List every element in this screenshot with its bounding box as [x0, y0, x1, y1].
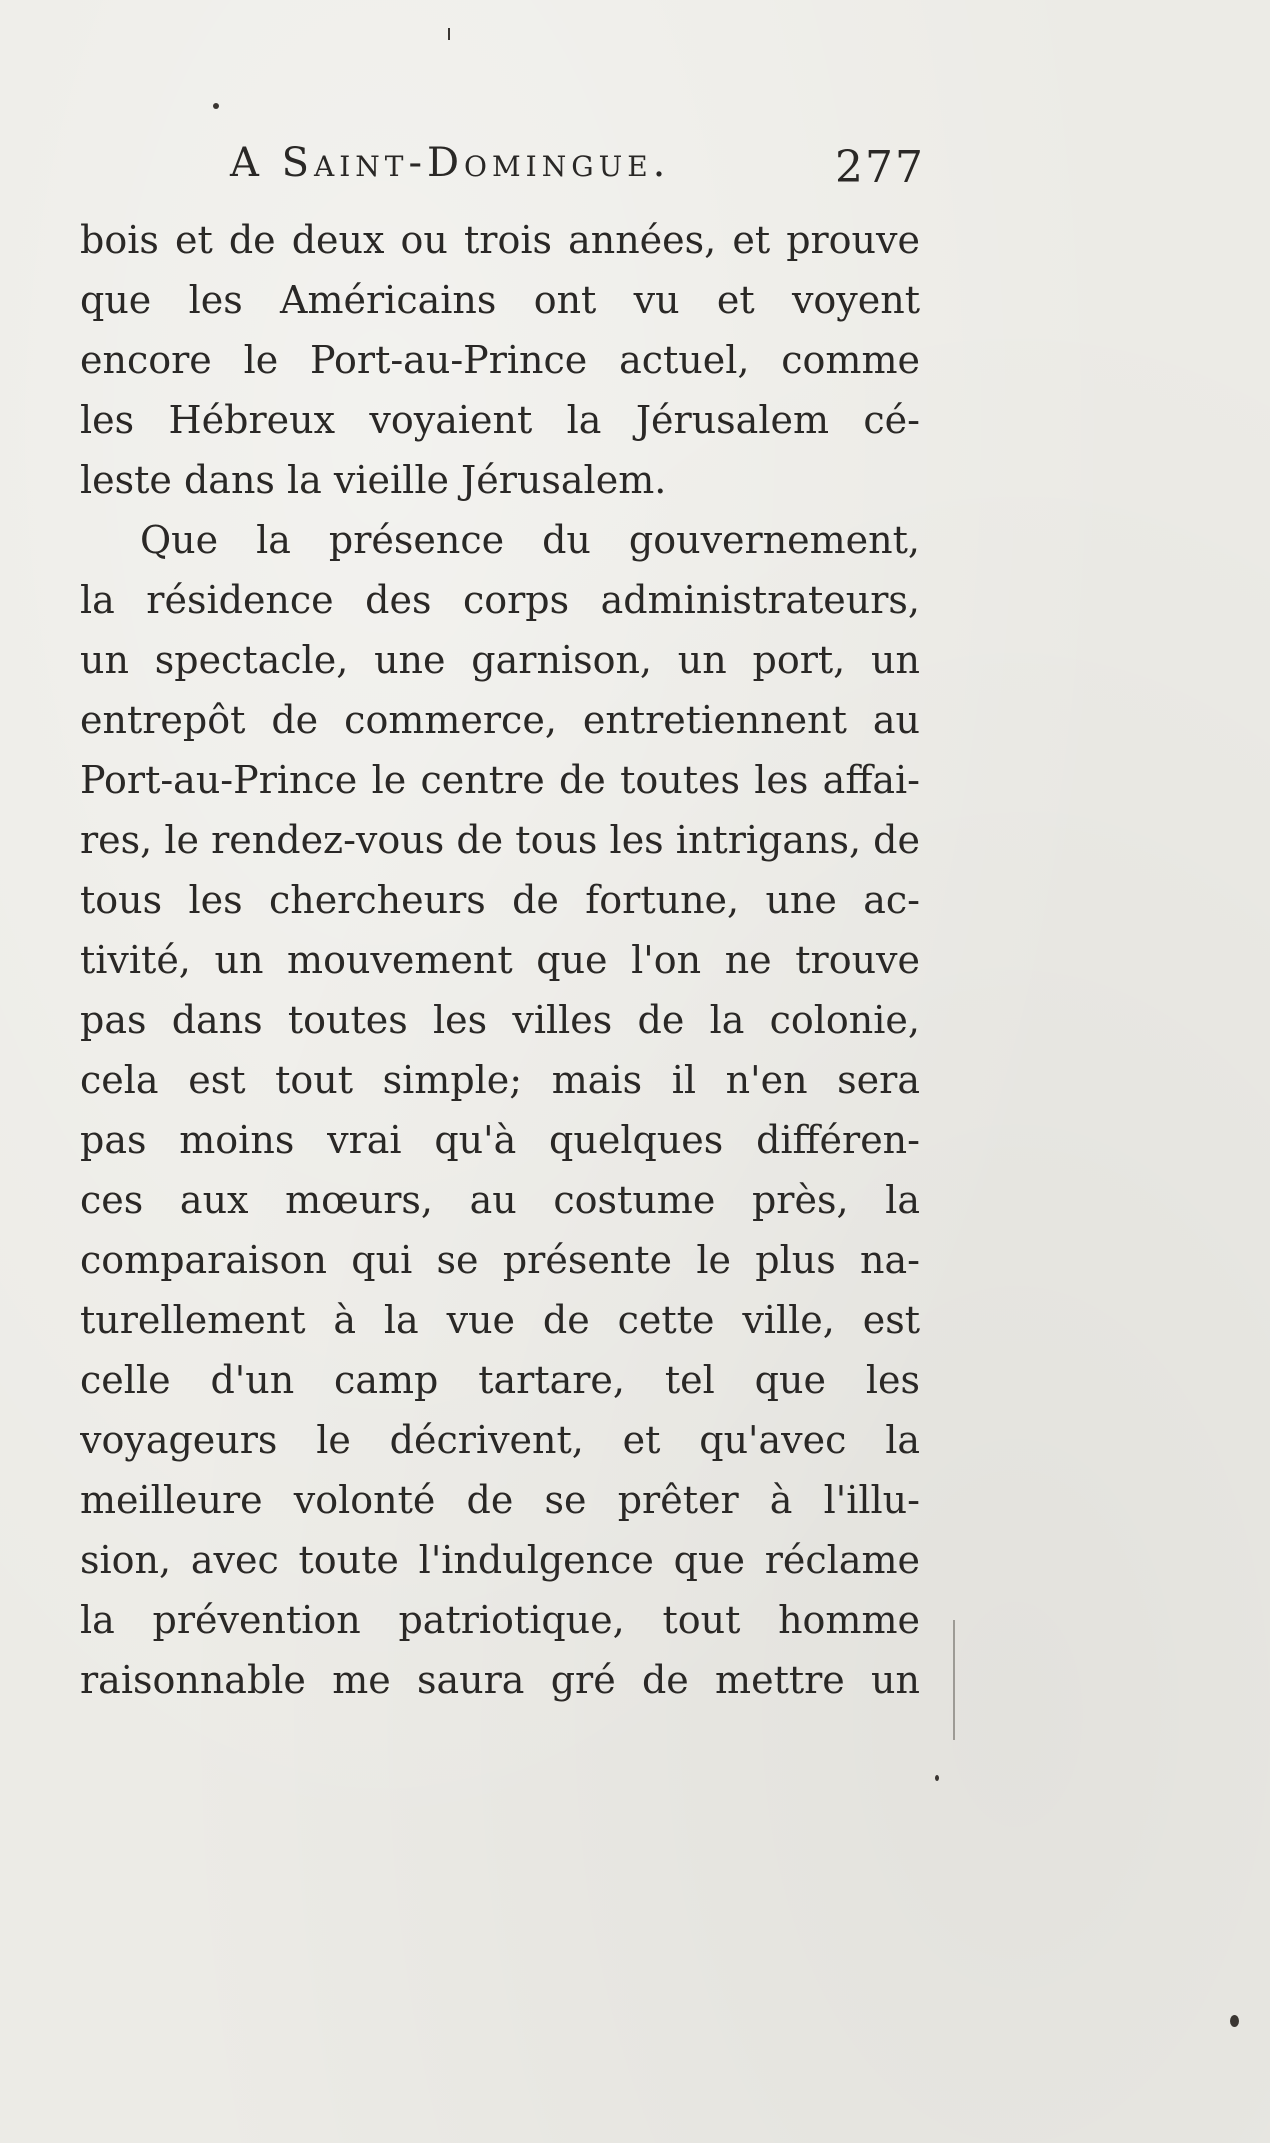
text-line: pas moins vrai qu'à quelques différen-: [80, 1118, 920, 1162]
running-head: A Saint-Domingue.: [230, 140, 671, 186]
text-line: sion, avec toute l'indulgence que réclame: [80, 1538, 920, 1582]
text-line: voyageurs le décrivent, et qu'avec la: [80, 1418, 920, 1462]
page-header: [230, 132, 925, 192]
text-line: turellement à la vue de cette ville, est: [80, 1298, 920, 1342]
text-line: entrepôt de commerce, entretiennent au: [80, 698, 920, 742]
text-line: celle d'un camp tartare, tel que les: [80, 1358, 920, 1402]
body-text: [80, 210, 920, 1710]
text-line: pas dans toutes les villes de la colonie,: [80, 998, 920, 1042]
paper-speck: [1230, 2015, 1239, 2027]
text-line: tous les chercheurs de fortune, une ac-: [80, 878, 920, 922]
text-line: encore le Port-au-Prince actuel, comme: [80, 338, 920, 382]
text-line: leste dans la vieille Jérusalem.: [80, 458, 667, 502]
text-line: Port-au-Prince le centre de toutes les affai-: [80, 758, 920, 802]
margin-mark: [953, 1620, 955, 1740]
text-line: la résidence des corps administrateurs,: [80, 578, 920, 622]
text-line: un spectacle, une garnison, un port, un: [80, 638, 920, 682]
page-number: 277: [835, 142, 925, 193]
text-line: Que la présence du gouvernement,: [140, 518, 920, 562]
text-line: ces aux mœurs, au costume près, la: [80, 1178, 920, 1222]
paper-speck: [448, 28, 450, 40]
text-line: cela est tout simple; mais il n'en sera: [80, 1058, 920, 1102]
text-line: les Hébreux voyaient la Jérusalem cé-: [80, 398, 920, 442]
text-line: raisonnable me saura gré de mettre un: [80, 1658, 920, 1702]
text-line: que les Américains ont vu et voyent: [80, 278, 920, 322]
text-line: meilleure volonté de se prêter à l'illu-: [80, 1478, 920, 1522]
text-line: res, le rendez-vous de tous les intrigans, de: [80, 818, 920, 862]
text-line: comparaison qui se présente le plus na-: [80, 1238, 920, 1282]
text-line: tivité, un mouvement que l'on ne trouve: [80, 938, 920, 982]
paper-speck: [935, 1775, 939, 1781]
text-line: la prévention patriotique, tout homme: [80, 1598, 920, 1642]
paper-speck: [213, 103, 219, 109]
text-line: bois et de deux ou trois années, et prouve: [80, 218, 920, 262]
